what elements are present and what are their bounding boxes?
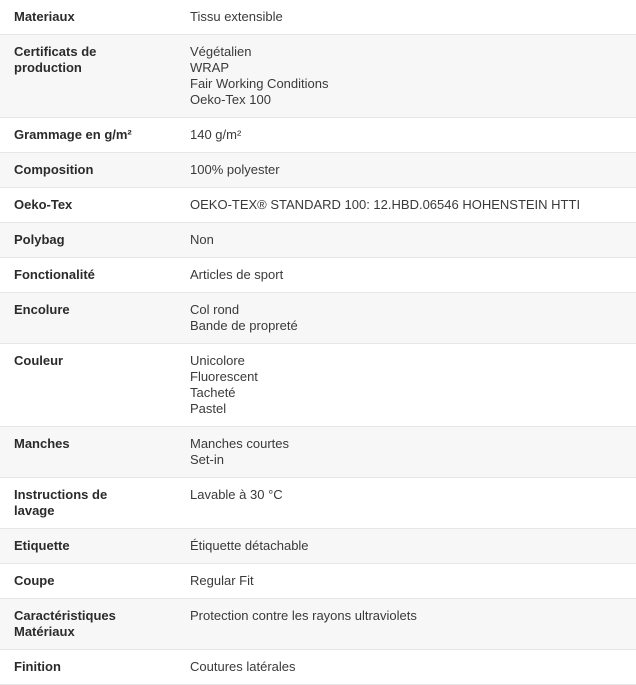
table-row [0, 599, 636, 650]
spec-label-line: lavage [14, 503, 55, 518]
spec-value-line: Non [190, 232, 214, 247]
spec-label-line: Etiquette [14, 538, 70, 553]
spec-label-cell [0, 0, 176, 35]
table-row [0, 258, 636, 293]
spec-label-cell [0, 118, 176, 153]
spec-label-line: Instructions de [14, 487, 108, 502]
table-row [0, 188, 636, 223]
spec-label-cell [0, 258, 176, 293]
spec-label-line: Manches [14, 436, 70, 451]
spec-value-line: Set-in [190, 452, 224, 467]
spec-value-cell [176, 650, 636, 685]
spec-value-line: OEKO-TEX® STANDARD 100: 12.HBD.06546 HOHENSTEIN HTTI [190, 197, 581, 212]
spec-value-cell [176, 478, 636, 529]
spec-value-cell [176, 118, 636, 153]
spec-value-line: Tacheté [190, 385, 236, 400]
spec-value-line: WRAP [190, 60, 229, 75]
spec-value-cell [176, 153, 636, 188]
spec-value-cell [176, 293, 636, 344]
table-row [0, 153, 636, 188]
spec-value-cell [176, 344, 636, 427]
spec-label-line: production [14, 60, 82, 75]
spec-value-line: Fluorescent [190, 369, 258, 384]
spec-value-line: Manches courtes [190, 436, 289, 451]
spec-label-line: Matériaux [14, 624, 75, 639]
spec-value-line: Tissu extensible [190, 9, 283, 24]
spec-value-cell [176, 427, 636, 478]
spec-label-cell [0, 293, 176, 344]
spec-label-cell [0, 153, 176, 188]
spec-label-cell [0, 188, 176, 223]
spec-value-line: Pastel [190, 401, 227, 416]
spec-value-cell [176, 564, 636, 599]
spec-value-cell [176, 223, 636, 258]
table-row [0, 118, 636, 153]
spec-label-line: Finition [14, 659, 61, 674]
table-row [0, 427, 636, 478]
spec-label-line: Polybag [14, 232, 65, 247]
spec-label-cell [0, 223, 176, 258]
spec-label-cell [0, 650, 176, 685]
spec-label-cell [0, 564, 176, 599]
table-row [0, 344, 636, 427]
spec-value-line: Fair Working Conditions [190, 76, 329, 91]
spec-label-cell [0, 529, 176, 564]
spec-label-line: Caractéristiques [14, 608, 116, 623]
spec-value-line: Regular Fit [190, 573, 254, 588]
spec-value-line: 100% polyester [190, 162, 280, 177]
spec-value-line: Coutures latérales [190, 659, 296, 674]
spec-value-cell [176, 258, 636, 293]
spec-label-line: Coupe [14, 573, 55, 588]
table-row [0, 0, 636, 35]
spec-label-cell [0, 35, 176, 118]
spec-value-cell [176, 35, 636, 118]
spec-label-cell [0, 344, 176, 427]
spec-value-line: Lavable à 30 °C [190, 487, 283, 502]
spec-label-line: Encolure [14, 302, 70, 317]
table-row [0, 478, 636, 529]
spec-label-cell [0, 599, 176, 650]
spec-label-line: Grammage en g/m² [14, 127, 132, 142]
spec-label-cell [0, 478, 176, 529]
spec-value-cell [176, 0, 636, 35]
spec-value-cell [176, 188, 636, 223]
table-row [0, 564, 636, 599]
table-row [0, 650, 636, 685]
table-row [0, 529, 636, 564]
spec-label-line: Oeko-Tex [14, 197, 73, 212]
spec-label-line: Composition [14, 162, 94, 177]
table-row [0, 293, 636, 344]
spec-value-line: 140 g/m² [190, 127, 242, 142]
spec-label-line: Couleur [14, 353, 64, 368]
spec-value-line: Articles de sport [190, 267, 284, 282]
spec-value-cell [176, 529, 636, 564]
spec-value-line: Étiquette détachable [190, 538, 309, 553]
spec-value-line: Végétalien [190, 44, 252, 59]
spec-label-line: Fonctionalité [14, 267, 95, 282]
table-row [0, 35, 636, 118]
spec-label-cell [0, 427, 176, 478]
spec-value-line: Oeko-Tex 100 [190, 92, 271, 107]
spec-value-line: Col rond [190, 302, 240, 317]
table-row [0, 223, 636, 258]
spec-value-line: Unicolore [190, 353, 245, 368]
spec-value-line: Protection contre les rayons ultraviolets [190, 608, 417, 623]
spec-value-cell [176, 599, 636, 650]
spec-label-line: Materiaux [14, 9, 75, 24]
spec-label-line: Certificats de [14, 44, 97, 59]
spec-value-line: Bande de propreté [190, 318, 298, 333]
